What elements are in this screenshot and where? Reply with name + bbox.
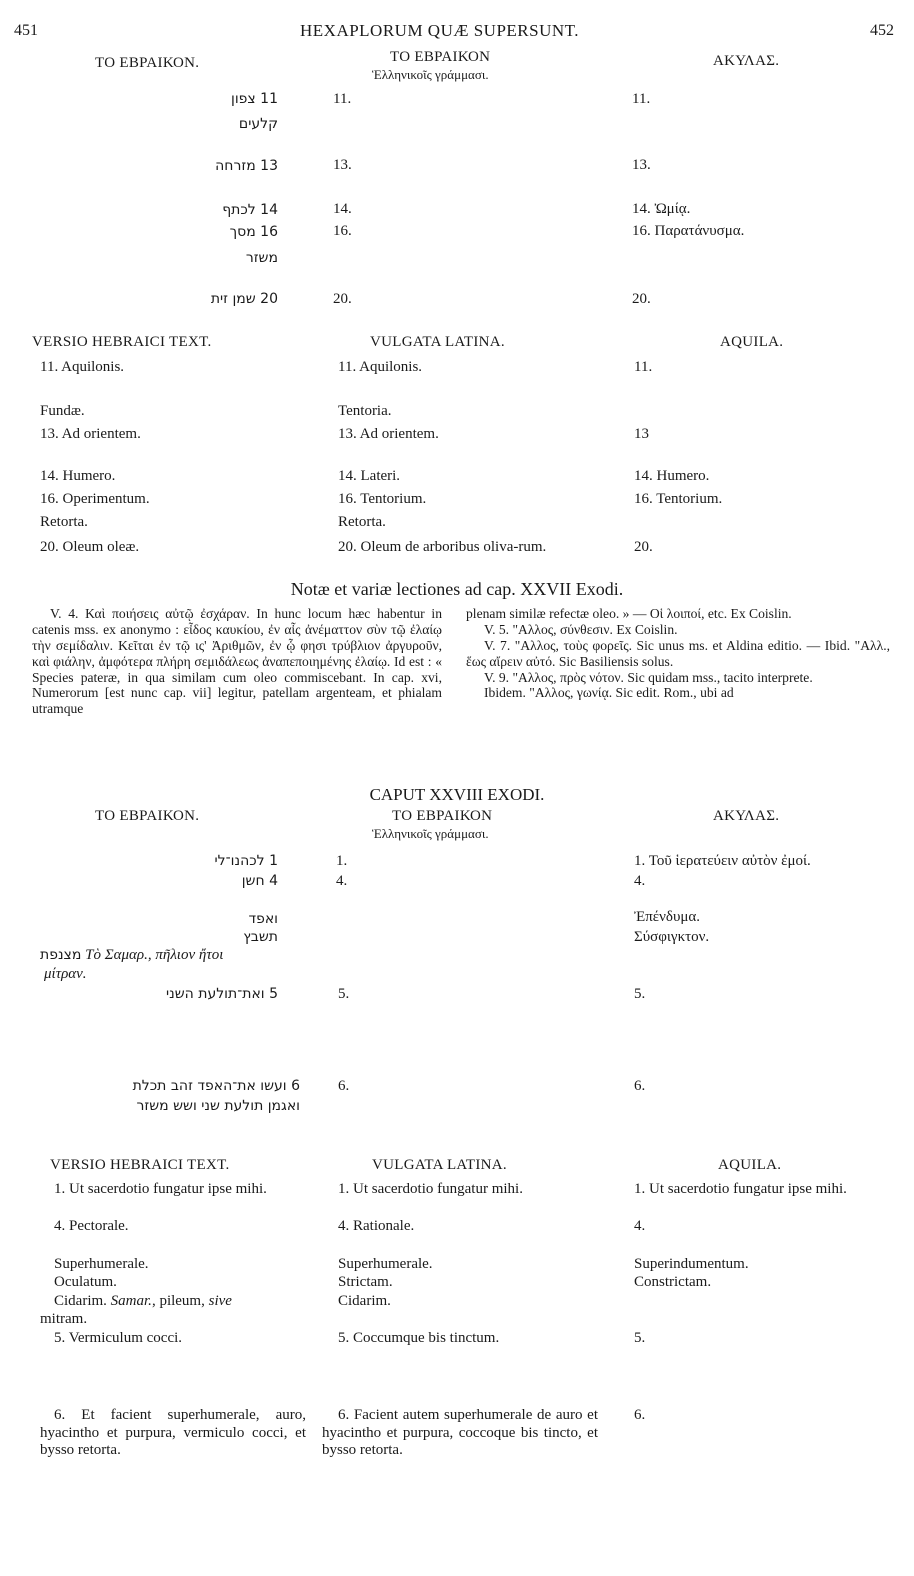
sec3-hebrew-row: ואגמן תולעת שני ושש משזר: [136, 1098, 300, 1114]
sec1-greek-row: 20.: [333, 291, 352, 307]
sec3-aquila-row: 1. Τοῦ ἱερατεύειν αὐτὸν ἐμοί.: [634, 853, 811, 869]
sec1-aquila-row: 13.: [632, 157, 651, 173]
note-paragraph: V. 7. "Αλλος, τοὺς φορεῖς. Sic unus ms. et Aldina editio. — Ibid. "Αλλ., ἕως αἴρειν αὐτό. Sic Basiliensis solus.: [466, 637, 890, 669]
sec3-greek-row: 4.: [336, 873, 348, 889]
sec2-vulgata-row: 16. Tentorium.: [338, 491, 427, 507]
sec4-vulgata-row: 6. Facient autem superhumerale de auro et hyacintho et purpura, coccoque bis tincto, et bysso retorta.: [322, 1407, 598, 1459]
sec2-hebrew-row: 11. Aquilonis.: [40, 359, 125, 375]
sec3-hebrew-row: 1 לכהנו־לי: [214, 853, 278, 869]
sec2-vulgata-row: 11. Aquilonis.: [338, 359, 423, 375]
sec3-hebrew-row: 6 ועשו את־האפד זהב תכלת: [132, 1078, 300, 1094]
sec3-header-hebrew: ΤΟ ΕΒΡΑΙΚΟΝ.: [95, 808, 200, 824]
sec2-aquila-row: 20.: [634, 539, 653, 555]
sec2-vulgata-row: 14. Lateri.: [338, 468, 401, 484]
sec2-header-aquila: AQUILA.: [720, 334, 784, 350]
sec4-vulgata-row: 5. Coccumque bis tinctum.: [338, 1330, 500, 1346]
note-paragraph: plenam similæ refectæ oleo. » — Οἱ λοιποί, etc. Ex Coislin.: [466, 606, 792, 621]
sec4-aquila-row: 4.: [634, 1218, 646, 1234]
samaritan-variant-line: [40, 947, 223, 965]
sec4-aquila-row: Superindumentum.: [634, 1256, 749, 1272]
sec1-greek-row: 13.: [333, 157, 352, 173]
sec3-header-greek-sub: Ἑλληνικοῖς γράμμασι.: [372, 826, 489, 841]
page-number-left: 451: [14, 22, 38, 39]
sec1-aquila-row: 20.: [632, 291, 651, 307]
sec3-aquila-row: Σύσφιγκτον.: [634, 929, 710, 945]
sec1-hebrew-row: 11 צפון: [231, 91, 278, 107]
notes-title: Notæ et variæ lectiones ad cap. XXVII Exodi.: [290, 579, 624, 599]
samaritan-text: , pileum,: [151, 1293, 209, 1309]
sec2-aquila-row: 13: [634, 426, 649, 442]
sec4-hebrew-row: Superhumerale.: [54, 1256, 149, 1272]
sec2-hebrew-row: 16. Operimentum.: [40, 491, 150, 507]
sec4-vulgata-row: Superhumerale.: [338, 1256, 433, 1272]
sec4-hebrew-row: 5. Vermiculum cocci.: [54, 1330, 183, 1346]
sec3-aquila-row: 6.: [634, 1078, 646, 1094]
sec3-hebrew-row: ואפד: [248, 911, 278, 927]
sec4-hebrew-row: 4. Pectorale.: [54, 1218, 129, 1234]
sec4-samaritan-line: [54, 1293, 232, 1311]
sec1-header-greek: ΤΟ ΕΒΡΑΙΚΟΝ: [390, 49, 491, 65]
sec4-aquila-row: 5.: [634, 1330, 646, 1346]
sec2-hebrew-row: Retorta.: [40, 514, 88, 530]
samaritan-continuation: mitram.: [40, 1311, 88, 1327]
samaritan-text: , πῆλιον ἤτοι: [147, 947, 224, 963]
sec2-aquila-row: 11.: [634, 359, 653, 375]
sec2-hebrew-row: Fundæ.: [40, 403, 85, 419]
sec2-header-vulgata: VULGATA LATINA.: [370, 334, 505, 350]
sec3-hebrew-row: 4 חשן: [241, 873, 278, 889]
sec1-hebrew-row: 13 מזרחה: [215, 158, 278, 174]
sec1-header-aquila: ΑΚΥΛΑΣ.: [713, 53, 780, 69]
sec1-greek-row: 11.: [333, 91, 352, 107]
sec2-hebrew-row: 20. Oleum olеæ.: [40, 539, 140, 555]
note-paragraph: V. 9. "Αλλος, πρὸς νότον. Sic quidam mss., tacito interprete.: [484, 669, 813, 685]
sec4-hebrew-row: Oculatum.: [54, 1274, 117, 1290]
samaritan-label: Samar.: [110, 1293, 152, 1309]
sec3-greek-row: 1.: [336, 853, 348, 869]
samaritan-continuation: μίτραν.: [44, 966, 87, 982]
sec3-aquila-row: 4.: [634, 873, 646, 889]
samaritan-label: Τὸ Σαμαρ.: [85, 947, 148, 963]
sec1-aquila-row: 14. Ὠμίᾳ.: [632, 201, 691, 217]
sec4-aquila-row: Constrictam.: [634, 1274, 712, 1290]
sec3-hebrew-row: 5 ואת־תולעת השני: [166, 986, 278, 1002]
sec4-vulgata-row: Strictam.: [338, 1274, 393, 1290]
sec3-hebrew-row: מצנפת: [40, 947, 82, 963]
running-title: HEXAPLORUM QUÆ SUPERSUNT.: [300, 21, 580, 40]
sec1-aquila-row: 11.: [632, 91, 651, 107]
sec2-vulgata-row: 13. Ad orientem.: [338, 426, 439, 442]
sec4-vulgata-row: Cidarim.: [338, 1293, 391, 1309]
sec4-header-vulgata: VULGATA LATINA.: [372, 1157, 507, 1173]
sec2-vulgata-row: Tentoria.: [338, 403, 392, 419]
sec1-hebrew-row: קלעים: [238, 116, 278, 132]
sec4-header-hebrew: VERSIO HEBRAICI TEXT.: [50, 1157, 230, 1173]
chapter-title: CAPUT XXVIII EXODI.: [369, 785, 545, 804]
sec1-hebrew-row: משזר: [245, 250, 278, 266]
sec2-header-hebrew: VERSIO HEBRAICI TEXT.: [32, 334, 212, 350]
sec2-vulgata-row: 20. Oleum de arboribus oliva-rum.: [338, 539, 547, 555]
sec4-hebrew-row: Cidarim.: [54, 1293, 107, 1309]
sec1-greek-row: 14.: [333, 201, 352, 217]
sec3-greek-row: 6.: [338, 1078, 350, 1094]
sec1-hebrew-row: 16 מסך: [229, 224, 278, 240]
sec2-aquila-row: 14. Humero.: [634, 468, 710, 484]
sec4-aquila-row: 6.: [634, 1407, 646, 1423]
sec3-hebrew-row: תשבץ: [243, 929, 278, 945]
notes-right-column: [466, 606, 890, 701]
sec1-header-greek-sub: Ἑλληνικοῖς γράμμασι.: [372, 67, 489, 82]
sec2-hebrew-row: 14. Humero.: [40, 468, 116, 484]
page-number-right: 452: [870, 22, 894, 39]
sec2-aquila-row: 16. Tentorium.: [634, 491, 723, 507]
sec2-hebrew-row: 13. Ad orientem.: [40, 426, 141, 442]
note-paragraph: V. 5. "Αλλος, σύνθεσιν. Ex Coislin.: [484, 621, 678, 637]
sec4-hebrew-row: 1. Ut sacerdotio fungatur ipse mihi.: [54, 1181, 267, 1197]
sec1-greek-row: 16.: [333, 223, 352, 239]
sec3-aquila-row: Ἐπένδυμα.: [634, 909, 701, 925]
sec3-header-aquila: ΑΚΥΛΑΣ.: [713, 808, 780, 824]
notes-left-column: [32, 606, 442, 717]
note-paragraph: V. 4. Καὶ ποιήσεις αὐτῷ ἐσχάραν. In hunc locum hæc habentur in catenis mss. ex anonymo : εἶδος καυκίου, ἐν αἷς ἀνέματτον σὺν τῷ ἐλαίῳ τὴν σεμίδαλιν. Κεῖται ἐν τῷ ις' Ἀριθμῶν, ἐν ᾧ φησι τρύβλιον ἀργυροῦν, καὶ φιάλην, ἀμφότερα πλήρη σεμιδάλεως ἀναπεποιημένης ἐλαίῳ. Id est : « Species pateræ, in qua similam cum oleo commiscebant. In cap. xvi, Numerorum [est nunc cap. vii] legitur, patellam argenteam, et phialam utramque: [32, 606, 442, 717]
sec4-aquila-row: 1. Ut sacerdotio fungatur ipse mihi.: [634, 1181, 847, 1197]
sec4-vulgata-row: 4. Rationale.: [338, 1218, 415, 1234]
sec2-vulgata-row: Retorta.: [338, 514, 386, 530]
sec4-vulgata-row: 1. Ut sacerdotio fungatur mihi.: [338, 1181, 523, 1197]
sec1-aquila-row: 16. Παρατάνυσμα.: [632, 223, 745, 239]
sec1-hebrew-row: 14 לכתף: [222, 202, 278, 218]
sec1-hebrew-row: 20 שמן זית: [210, 291, 278, 307]
samaritan-sive: sive: [208, 1293, 232, 1309]
sec1-header-hebrew: ΤΟ ΕΒΡΑΙΚΟΝ.: [95, 55, 200, 71]
note-paragraph: Ibidem. "Αλλος, γωνίᾳ. Sic edit. Rom., ubi ad: [484, 685, 734, 701]
sec3-greek-row: 5.: [338, 986, 350, 1002]
sec3-header-greek: ΤΟ ΕΒΡΑΙΚΟΝ: [392, 808, 493, 824]
sec3-aquila-row: 5.: [634, 986, 646, 1002]
sec4-hebrew-row: 6. Et facient superhumerale, auro, hyacintho et purpura, vermiculo cocci, et bysso retorta.: [40, 1407, 306, 1459]
sec4-header-aquila: AQUILA.: [718, 1157, 782, 1173]
